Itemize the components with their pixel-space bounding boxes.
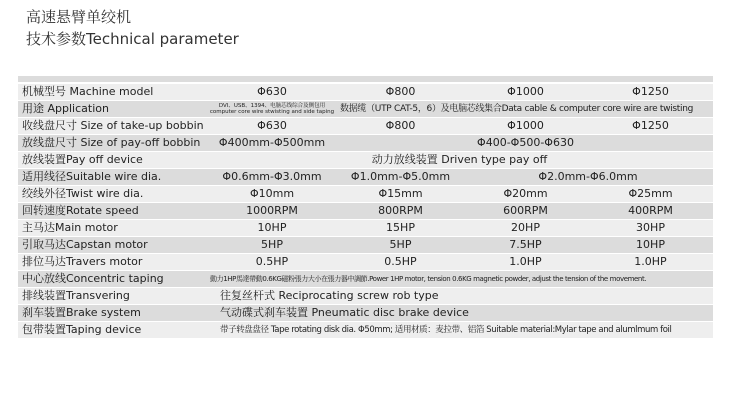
cell-value: Φ1250 — [588, 83, 713, 101]
row-label-concentric-taping: 中心放线Concentric taping — [18, 271, 206, 288]
table-row — [18, 169, 713, 186]
row-label-machine-model: 机械型号 Machine model — [18, 83, 206, 101]
cell-value: 1.0HP — [463, 254, 588, 271]
table-row — [18, 135, 713, 152]
cell-value: Φ800 — [338, 83, 463, 101]
table-row — [18, 288, 713, 305]
cell-value: 带子转盘盘径 Tape rotating disk dia. Φ50mm; 适用材质：麦拉带、铝箔 Suitable material:Mylar tape and alumlmum foil — [206, 322, 713, 339]
cell-value: Φ630 — [206, 83, 338, 101]
cell-value: 气动碟式刹车装置 Pneumatic disc brake device — [206, 305, 713, 322]
table-row — [18, 237, 713, 254]
cell-value: 10HP — [206, 220, 338, 237]
cell-value: 0.5HP — [206, 254, 338, 271]
table-row — [18, 305, 713, 322]
row-label-capstan-motor: 引取马达Capstan motor — [18, 237, 206, 254]
cell-value: 10HP — [588, 237, 713, 254]
cell-value: Φ20mm — [463, 186, 588, 203]
cell-value: Φ400-Φ500-Φ630 — [338, 135, 713, 152]
row-label-transvering: 排线装置Transvering — [18, 288, 206, 305]
cell-value: 往复丝杆式 Reciprocating screw rob type — [206, 288, 713, 305]
cell-value: 数据缆（UTP CAT-5，6）及电脑芯线集合Data cable & computer core wire are twisting — [338, 101, 713, 118]
cell-value: 1000RPM — [206, 203, 338, 220]
cell-value: Φ2.0mm-Φ6.0mm — [463, 169, 713, 186]
cell-value: Φ1.0mm-Φ5.0mm — [338, 169, 463, 186]
cell-value: 動力1HP馬達帶動0.6KG磁粉張力大小在張力器中調節.Power 1HP motor, tension 0.6KG magnetic powder, adjust the tension of the movement. — [206, 271, 713, 288]
row-label-pay-off-bobbin: 放线盘尺寸 Size of pay-off bobbin — [18, 135, 206, 152]
cell-value: Φ0.6mm-Φ3.0mm — [206, 169, 338, 186]
table-row — [18, 152, 713, 169]
cell-value: Φ400mm-Φ500mm — [206, 135, 338, 152]
page-title: 高速悬臂单绞机 — [26, 8, 132, 26]
row-label-main-motor: 主马达Main motor — [18, 220, 206, 237]
table-row — [18, 220, 713, 237]
table-row — [18, 271, 713, 288]
section-subtitle: 技术参数Technical parameter — [26, 30, 239, 48]
technical-parameter-table — [18, 76, 713, 339]
cell-value: 1.0HP — [588, 254, 713, 271]
table-row — [18, 254, 713, 271]
cell-value: DVI、USB、1394、电脑芯线综合及侧包用 computer core wire stwisting and side taping — [206, 101, 338, 118]
row-label-suitable-wire-dia: 适用线径Suitable wire dia. — [18, 169, 206, 186]
row-label-twist-wire-dia: 绞线外径Twist wire dia. — [18, 186, 206, 203]
cell-value: 30HP — [588, 220, 713, 237]
cell-value: 动力放线装置 Driven type pay off — [206, 152, 713, 169]
cell-value: Φ10mm — [206, 186, 338, 203]
row-label-brake-system: 刹车装置Brake system — [18, 305, 206, 322]
cell-value: Φ1000 — [463, 83, 588, 101]
cell-value: Φ630 — [206, 118, 338, 135]
table-row — [18, 118, 713, 135]
row-label-take-up-bobbin: 收线盘尺寸 Size of take-up bobbin — [18, 118, 206, 135]
row-label-application: 用途 Application — [18, 101, 206, 118]
row-label-travers-motor: 排位马达Travers motor — [18, 254, 206, 271]
table-row — [18, 83, 713, 101]
table-row — [18, 203, 713, 220]
cell-value: Φ1000 — [463, 118, 588, 135]
cell-value: 400RPM — [588, 203, 713, 220]
cell-value: 5HP — [338, 237, 463, 254]
table-top-bar — [18, 76, 713, 83]
table-row — [18, 322, 713, 339]
row-label-rotate-speed: 回转速度Rotate speed — [18, 203, 206, 220]
cell-value: 5HP — [206, 237, 338, 254]
cell-value: 15HP — [338, 220, 463, 237]
table-row — [18, 101, 713, 118]
cell-value: Φ15mm — [338, 186, 463, 203]
cell-value: 600RPM — [463, 203, 588, 220]
cell-value: 800RPM — [338, 203, 463, 220]
row-label-taping-device: 包带装置Taping device — [18, 322, 206, 339]
cell-value: Φ25mm — [588, 186, 713, 203]
cell-value: Φ800 — [338, 118, 463, 135]
row-label-pay-off-device: 放线装置Pay off device — [18, 152, 206, 169]
cell-value: 20HP — [463, 220, 588, 237]
table-row — [18, 186, 713, 203]
cell-value: Φ1250 — [588, 118, 713, 135]
cell-value: 0.5HP — [338, 254, 463, 271]
cell-value: 7.5HP — [463, 237, 588, 254]
